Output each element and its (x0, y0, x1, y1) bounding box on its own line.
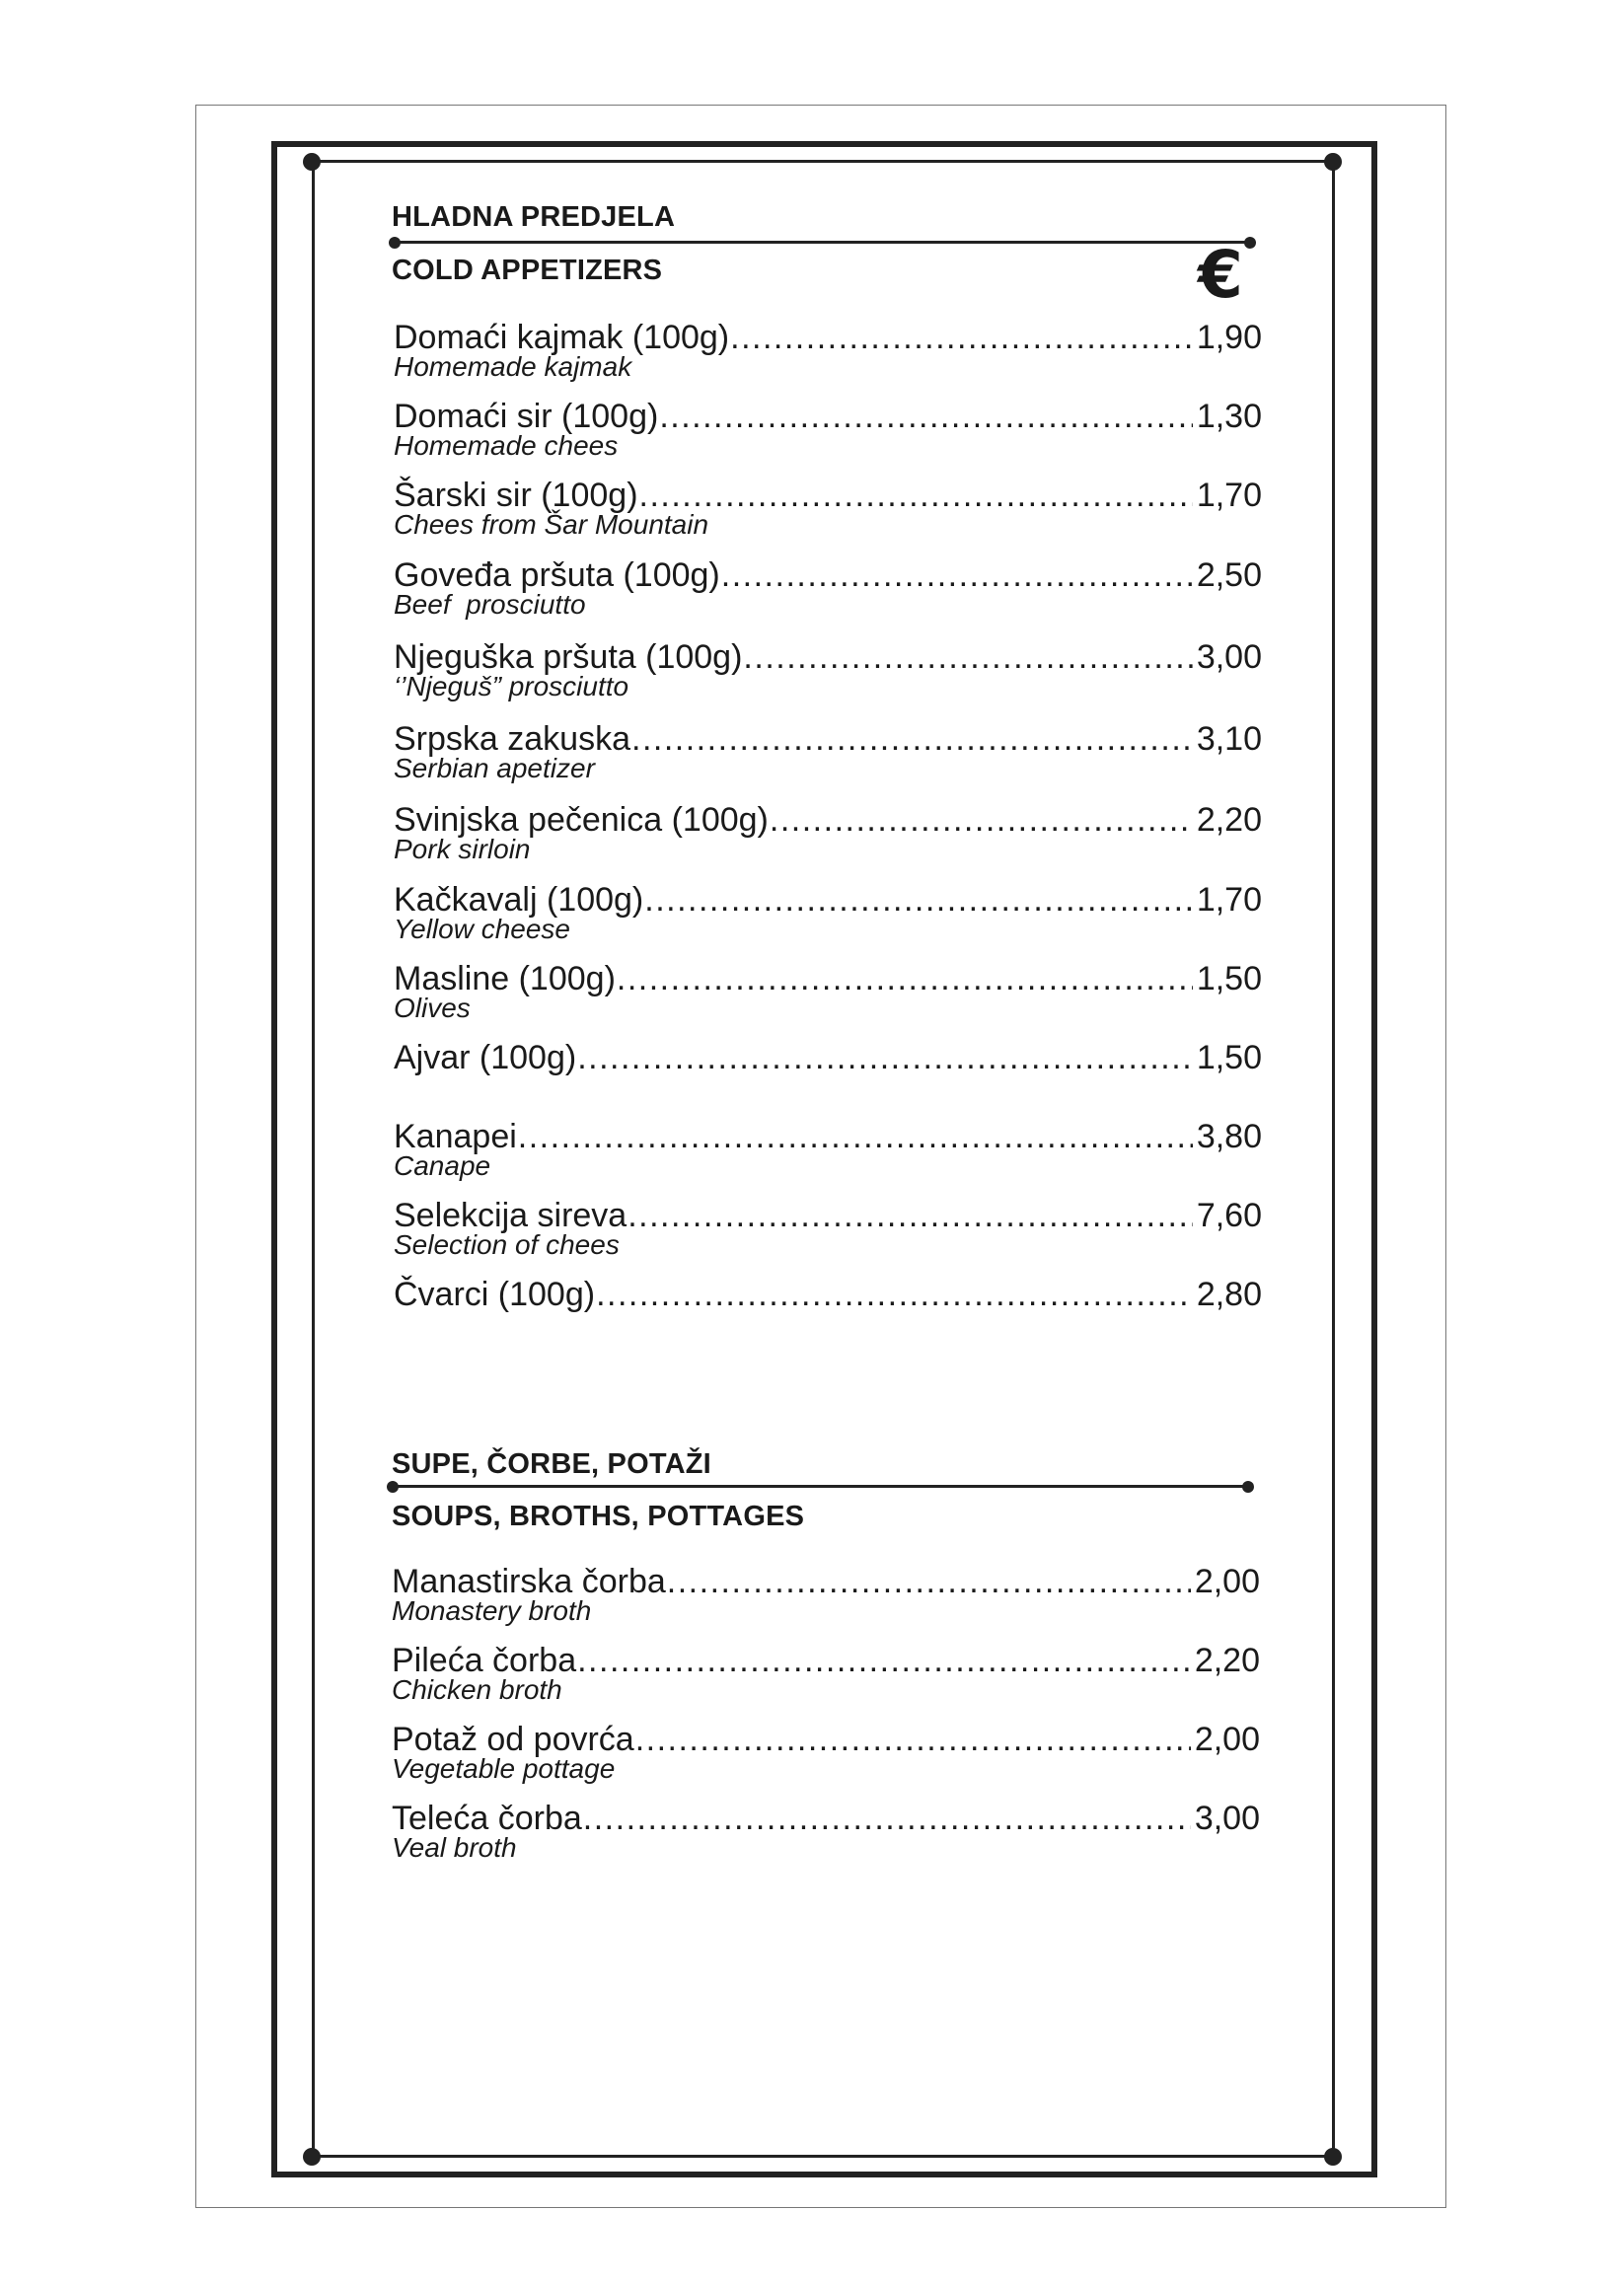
item-price: 3,00 (1194, 1800, 1260, 1837)
dot-leader (577, 1641, 1191, 1680)
menu-item (394, 880, 1262, 943)
item-translation: Homemade kajmak (394, 351, 632, 382)
item-translation: Selection of chees (394, 1229, 620, 1260)
item-name: Potaž od povrća (392, 1721, 634, 1758)
menu-item (392, 1641, 1260, 1704)
rule-dot-right (1244, 237, 1256, 249)
item-translation: Olives (394, 993, 471, 1023)
menu-item (394, 397, 1262, 460)
item-price: 1,70 (1196, 477, 1262, 514)
item-name: Njeguška pršuta (100g) (394, 638, 743, 676)
corner-dot-bottom-right (1324, 2148, 1342, 2166)
item-translation: Homemade chees (394, 430, 619, 461)
item-name: Masline (100g) (394, 960, 616, 997)
item-translation: Beef prosciutto (394, 589, 586, 620)
item-price: 2,20 (1194, 1642, 1260, 1679)
dot-leader (639, 476, 1193, 515)
menu-item (394, 637, 1262, 700)
item-price: 1,90 (1196, 319, 1262, 356)
menu-item (394, 1038, 1262, 1077)
menu-item (394, 1117, 1262, 1180)
item-price: 1,50 (1196, 1039, 1262, 1076)
dot-leader (627, 1196, 1193, 1235)
item-name: Pileća čorba (392, 1642, 577, 1679)
item-name: Kačkavalj (100g) (394, 881, 644, 919)
corner-dot-bottom-left (303, 2148, 321, 2166)
dot-leader (635, 1720, 1191, 1759)
item-name: Goveđa pršuta (100g) (394, 556, 720, 594)
item-price: 2,20 (1196, 801, 1262, 839)
section-rule (391, 1485, 1247, 1488)
item-translation: Veal broth (392, 1832, 517, 1863)
item-name: Čvarci (100g) (394, 1276, 596, 1313)
item-price: 2,00 (1194, 1563, 1260, 1600)
dot-leader (743, 637, 1192, 677)
item-name: Šarski sir (100g) (394, 477, 638, 514)
menu-item (394, 1275, 1262, 1314)
dot-leader (596, 1275, 1193, 1314)
item-price: 3,00 (1196, 638, 1262, 676)
item-price: 3,10 (1196, 720, 1262, 758)
item-translation: Monastery broth (392, 1595, 592, 1626)
item-name: Kanapei (394, 1118, 517, 1155)
item-price: 1,70 (1196, 881, 1262, 919)
menu-item (392, 1562, 1260, 1625)
item-price: 1,50 (1196, 960, 1262, 997)
dot-leader (577, 1038, 1193, 1077)
dot-leader (667, 1562, 1191, 1601)
item-price: 2,50 (1196, 556, 1262, 594)
item-translation: ‘’Njeguš” prosciutto (394, 671, 629, 701)
item-price: 1,30 (1196, 398, 1262, 435)
menu-item (394, 476, 1262, 539)
menu-item (394, 1196, 1262, 1259)
menu-item (394, 555, 1262, 619)
item-price: 2,80 (1196, 1276, 1262, 1313)
menu-item (394, 719, 1262, 782)
dot-leader (631, 719, 1193, 759)
item-name: Teleća čorba (392, 1800, 582, 1837)
frame-line-right (1332, 160, 1335, 2157)
dot-leader (770, 800, 1193, 840)
item-translation: Chicken broth (392, 1674, 562, 1705)
dot-leader (721, 555, 1193, 595)
section-title-local: HLADNA PREDJELA (392, 201, 676, 233)
item-name: Selekcija sireva (394, 1197, 627, 1234)
frame-line-left (312, 160, 315, 2157)
item-name: Domaći sir (100g) (394, 398, 659, 435)
frame-line-top (310, 160, 1335, 163)
item-name: Svinjska pečenica (100g) (394, 801, 769, 839)
dot-leader (518, 1117, 1193, 1156)
item-translation: Vegetable pottage (392, 1753, 616, 1784)
dot-leader (644, 880, 1193, 920)
menu-item (392, 1720, 1260, 1783)
section-rule (393, 241, 1249, 244)
item-translation: Yellow cheese (394, 914, 571, 944)
euro-currency-icon: € (1198, 237, 1243, 313)
frame-line-bottom (310, 2155, 1335, 2158)
dot-leader (730, 318, 1193, 357)
menu-item (394, 318, 1262, 381)
section-title-local: SUPE, ČORBE, POTAŽI (392, 1448, 711, 1480)
dot-leader (617, 959, 1193, 998)
menu-item (394, 959, 1262, 1022)
dot-leader (659, 397, 1193, 436)
item-name: Domaći kajmak (100g) (394, 319, 730, 356)
item-name: Manastirska čorba (392, 1563, 666, 1600)
item-name: Srpska zakuska (394, 720, 630, 758)
menu-item (392, 1799, 1260, 1862)
item-name: Ajvar (100g) (394, 1039, 577, 1076)
item-translation: Pork sirloin (394, 834, 531, 864)
item-price: 7,60 (1196, 1197, 1262, 1234)
corner-dot-top-right (1324, 153, 1342, 171)
item-translation: Canape (394, 1150, 491, 1181)
section-title-en: SOUPS, BROTHS, POTTAGES (392, 1501, 805, 1532)
section-title-en: COLD APPETIZERS (392, 255, 663, 286)
dot-leader (583, 1799, 1191, 1838)
item-price: 3,80 (1196, 1118, 1262, 1155)
item-price: 2,00 (1194, 1721, 1260, 1758)
item-translation: Serbian apetizer (394, 753, 595, 783)
menu-item (394, 800, 1262, 863)
item-translation: Chees from Šar Mountain (394, 509, 709, 540)
corner-dot-top-left (303, 153, 321, 171)
rule-dot-right (1242, 1481, 1254, 1493)
